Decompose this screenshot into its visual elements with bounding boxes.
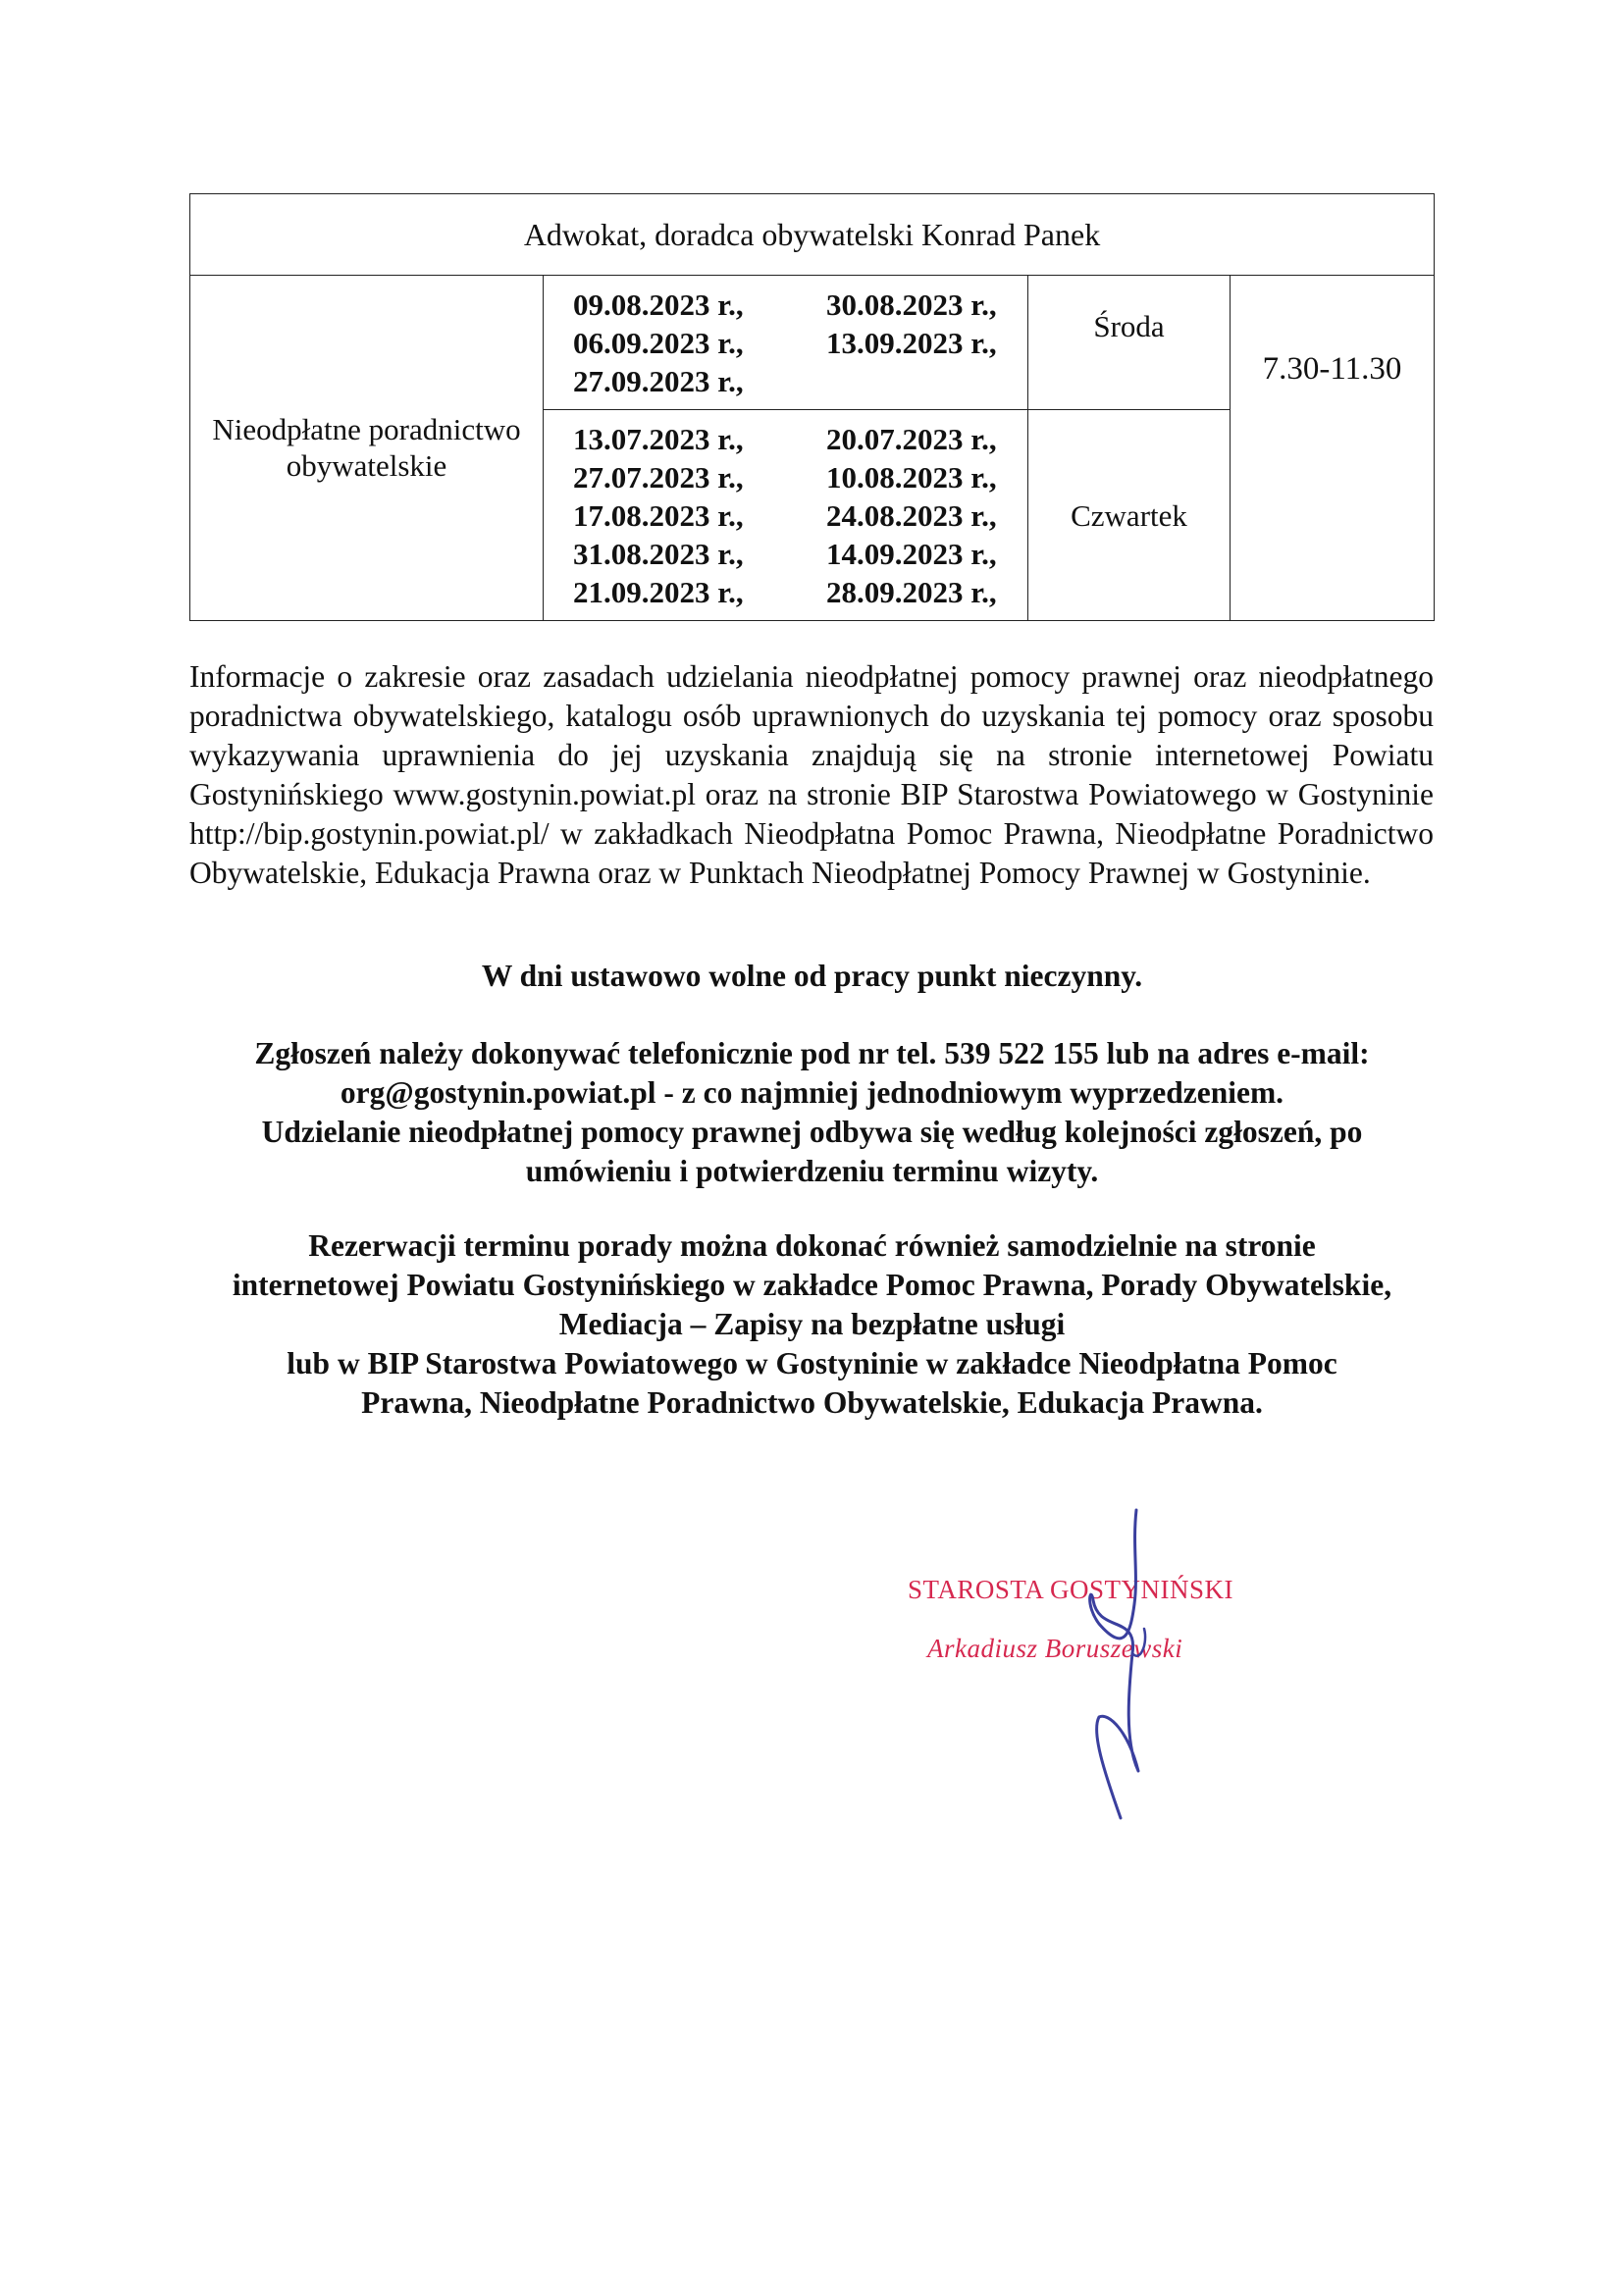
date-item: 24.08.2023 r., — [826, 497, 997, 533]
contact-line: Udzielanie nieodpłatnej pomocy prawnej odbywa się według kolejności zgłoszeń, po — [261, 1115, 1363, 1149]
schedule-table — [189, 193, 1435, 621]
date-item: 20.07.2023 r., — [826, 421, 997, 456]
reservation-line: Rezerwacji terminu porady można dokonać również samodzielnie na stronie — [308, 1228, 1316, 1263]
reservation-line: lub w BIP Starostwa Powiatowego w Gostyninie w zakładce Nieodpłatna Pomoc — [287, 1346, 1337, 1380]
stamp-title: STAROSTA GOSTYNIŃSKI — [908, 1575, 1233, 1604]
hours-cell — [1231, 276, 1435, 621]
date-item: 06.09.2023 r., — [573, 325, 744, 360]
date-item: 31.08.2023 r., — [573, 536, 744, 571]
dates-cell-thursday — [544, 410, 1028, 621]
reservation-line: Prawna, Nieodpłatne Poradnictwo Obywatelskie, Edukacja Prawna. — [361, 1385, 1263, 1420]
date-item: 17.08.2023 r., — [573, 497, 744, 533]
date-item: 21.09.2023 r., — [573, 574, 744, 609]
day-cell-wednesday — [1028, 276, 1231, 410]
date-item: 30.08.2023 r., — [826, 286, 997, 322]
dates-list-wednesday — [544, 286, 1027, 400]
date-item: 13.07.2023 r., — [573, 421, 744, 456]
date-item: 10.08.2023 r., — [826, 459, 997, 495]
date-item: 27.09.2023 r., — [573, 363, 744, 398]
closed-notice: W dni ustawowo wolne od pracy punkt nieczynny. — [481, 959, 1143, 993]
date-item: 09.08.2023 r., — [573, 286, 744, 322]
day-cell-thursday — [1028, 410, 1231, 621]
handwritten-signature — [1030, 1506, 1217, 1820]
date-item: 13.09.2023 r., — [826, 325, 997, 360]
info-paragraph: Informacje o zakresie oraz zasadach udzielania nieodpłatnej pomocy prawnej oraz nieodpłatnego poradnictwa obywatelskiego, katalogu osób uprawnionych do uzyskania tej pomocy oraz sposobu wykazywania uprawnienia do jej uzyskania znajdują się na stronie internetowej Powiatu Gostynińskiego www.gostynin.powiat.pl oraz na stronie BIP Starostwa Powiatowego w Gostyninie http://bip.gostynin.powiat.pl/ w zakładkach Nieodpłatna Pomoc Prawna, Nieodpłatne Poradnictwo Obywatelskie, Edukacja Prawna oraz w Punktach Nieodpłatnej Pomocy Prawnej w Gostyninie. — [189, 659, 1434, 890]
contact-line: Zgłoszeń należy dokonywać telefonicznie pod nr tel. 539 522 155 lub na adres e-mail: — [254, 1036, 1370, 1070]
day-label: Czwartek — [1071, 497, 1187, 533]
date-item: 28.09.2023 r., — [826, 574, 997, 609]
contact-line: umówieniu i potwierdzeniu terminu wizyty. — [525, 1154, 1099, 1188]
stamp-name: Arkadiusz Boruszewski — [927, 1634, 1183, 1663]
table-header: Adwokat, doradca obywatelski Konrad Panek — [190, 194, 1435, 276]
contact-block — [147, 1034, 1477, 1191]
reservation-line: Mediacja – Zapisy na bezpłatne usługi — [558, 1307, 1066, 1341]
dates-list-thursday — [544, 420, 1027, 611]
dates-cell-wednesday — [544, 276, 1028, 410]
service-cell — [190, 276, 544, 621]
contact-line: org@gostynin.powiat.pl - z co najmniej jednodniowym wyprzedzeniem. — [340, 1075, 1284, 1110]
date-item: 14.09.2023 r., — [826, 536, 997, 571]
reservation-line: internetowej Powiatu Gostynińskiego w zakładce Pomoc Prawna, Porady Obywatelskie, — [232, 1268, 1392, 1302]
date-item: 27.07.2023 r., — [573, 459, 744, 495]
day-label: Środa — [1093, 308, 1165, 343]
reservation-block — [147, 1226, 1477, 1423]
hours-label: 7.30-11.30 — [1262, 351, 1402, 387]
service-label: Nieodpłatne poradnictwo obywatelskie — [212, 412, 521, 483]
